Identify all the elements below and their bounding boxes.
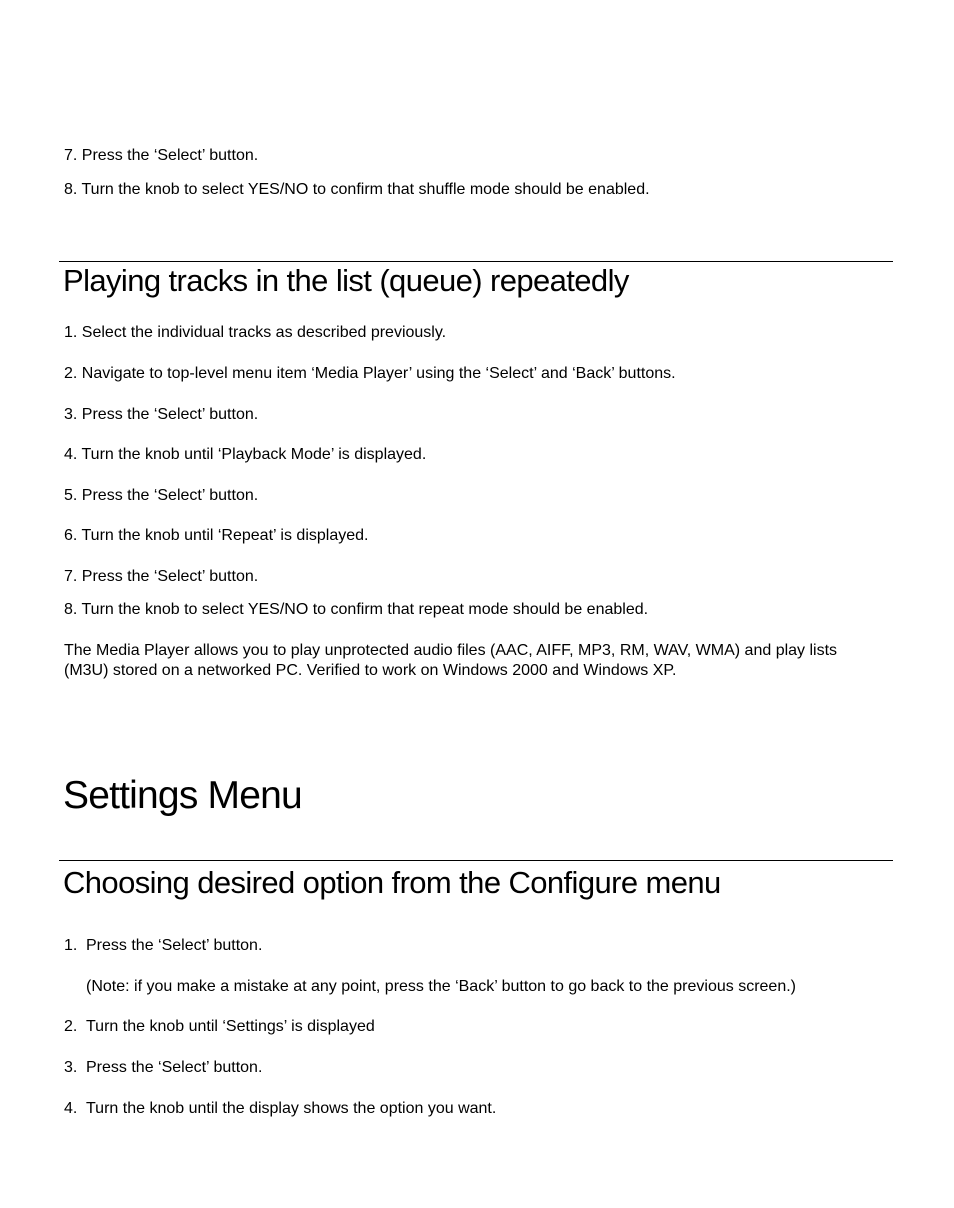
shuffle-step-7: 7. Press the ‘Select’ button. <box>64 147 259 164</box>
settings-step-number: 2. <box>64 1018 78 1035</box>
repeat-step-2: 2. Navigate to top-level menu item ‘Media Player’ using the ‘Select’ and ‘Back’ buttons. <box>64 365 676 382</box>
repeat-section-heading: Playing tracks in the list (queue) repeatedly <box>63 263 629 298</box>
repeat-step-6: 6. Turn the knob until ‘Repeat’ is displayed. <box>64 527 369 544</box>
settings-step-text: Turn the knob until the display shows the option you want. <box>86 1100 497 1117</box>
repeat-step-8: 8. Turn the knob to select YES/NO to confirm that repeat mode should be enabled. <box>64 601 649 618</box>
settings-note-text: (Note: if you make a mistake at any point, press the ‘Back’ button to go back to the previous screen.) <box>86 978 796 995</box>
settings-step-number: 1. <box>64 937 78 954</box>
repeat-step-7: 7. Press the ‘Select’ button. <box>64 568 259 585</box>
section-divider <box>59 860 893 861</box>
repeat-step-3: 3. Press the ‘Select’ button. <box>64 406 259 423</box>
settings-step-text: Turn the knob until ‘Settings’ is displayed <box>86 1018 375 1035</box>
shuffle-step-8: 8. Turn the knob to select YES/NO to confirm that shuffle mode should be enabled. <box>64 181 650 198</box>
section-divider <box>59 261 893 262</box>
settings-step-number: 3. <box>64 1059 78 1076</box>
settings-menu-title: Settings Menu <box>63 774 302 817</box>
repeat-step-5: 5. Press the ‘Select’ button. <box>64 487 259 504</box>
settings-step-text: Press the ‘Select’ button. <box>86 1059 263 1076</box>
configure-menu-heading: Choosing desired option from the Configure menu <box>63 865 721 900</box>
media-player-note: The Media Player allows you to play unprotected audio files (AAC, AIFF, MP3, RM, WAV, WMA) and play lists (M3U) stored on a networked PC. Verified to work on Windows 2000 and Windows XP. <box>64 642 838 679</box>
repeat-step-4: 4. Turn the knob until ‘Playback Mode’ is displayed. <box>64 446 427 463</box>
settings-step-number: 4. <box>64 1100 78 1117</box>
settings-step-text: Press the ‘Select’ button. <box>86 937 263 954</box>
repeat-step-1: 1. Select the individual tracks as described previously. <box>64 324 447 341</box>
